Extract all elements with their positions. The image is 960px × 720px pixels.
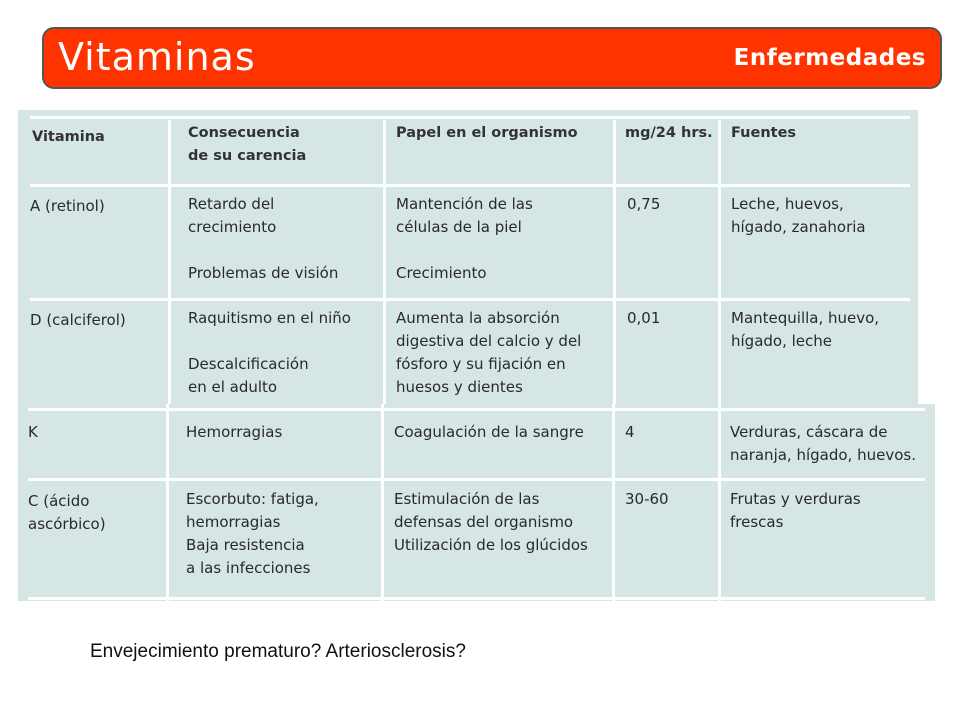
table-cell-papel: Mantención de las células de la piel Crecimiento [396,195,533,282]
column-rule [168,120,171,406]
table-cell-carencia: Raquitismo en el niño Descalcificación en el adulto [188,309,351,396]
vitamin-table-top [18,110,918,406]
vitamin-table-bottom [18,404,935,601]
column-header: mg/24 hrs. [625,125,713,141]
column-rule [612,404,615,601]
table-cell-fuentes: Frutas y verduras frescas [730,490,861,531]
slide-subtitle: Enfermedades [733,45,926,71]
column-header: Vitamina [32,129,105,145]
table-rule [28,408,925,411]
table-cell-fuentes: Leche, huevos, hígado, zanahoria [731,195,866,236]
column-header: Consecuencia de su carencia [188,125,307,164]
table-cell-papel: Estimulación de las defensas del organismo Utilización de los glúcidos [394,490,588,554]
table-cell-papel: Aumenta la absorción digestiva del calcio y del fósforo y su fijación en huesos y dientes [396,309,582,396]
slide-title: Vitaminas [58,35,256,79]
column-rule [718,404,721,601]
column-rule [383,120,386,406]
table-cell-vitamina: D (calciferol) [30,311,126,329]
title-banner [42,27,942,89]
column-rule [718,120,721,406]
table-rule [30,298,910,301]
column-rule [613,120,616,406]
table-cell-dosis: 0,75 [627,195,661,213]
table-cell-vitamina: A (retinol) [30,197,105,215]
table-cell-carencia: Hemorragias [186,423,283,441]
table-cell-fuentes: Mantequilla, huevo, hígado, leche [731,309,880,350]
table-cell-vitamina: C (ácido ascórbico) [28,492,106,533]
column-rule [381,404,384,601]
table-rule [30,184,910,187]
table-cell-carencia: Escorbuto: fatiga, hemorragias Baja resistencia a las infecciones [186,490,319,577]
table-cell-dosis: 0,01 [627,309,661,327]
table-cell-fuentes: Verduras, cáscara de naranja, hígado, huevos. [730,423,916,464]
table-cell-dosis: 30-60 [625,490,669,508]
table-rule [28,597,925,600]
table-cell-carencia: Retardo del crecimiento Problemas de visión [188,195,339,282]
table-cell-papel: Coagulación de la sangre [394,423,584,441]
table-rule [30,116,910,119]
footnote-text: Envejecimiento prematuro? Arteriosclerosis? [90,641,466,662]
table-cell-vitamina: K [28,423,38,441]
column-header: Papel en el organismo [396,125,578,141]
column-rule [166,404,169,601]
table-rule [28,478,925,481]
column-header: Fuentes [731,125,797,141]
table-cell-dosis: 4 [625,423,635,441]
